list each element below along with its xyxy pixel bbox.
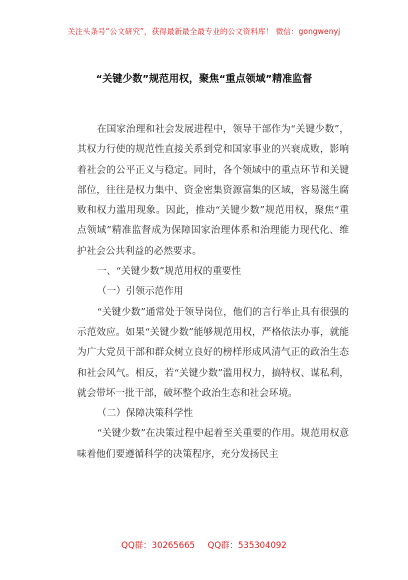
footer-qq-groups (0, 539, 408, 551)
subsection-1-paragraph: “关键少数”通常处于领导岗位，他们的言行举止具有很强的示范效应。如果“关键少数”能够规范用权，严格依法办事，就能为广大党员干部和群众树立良好的榜样形成风清气正的政治生态和社会风气。相反，若“关键少数”滥用权力，搞特权、谋私利，就会带坏一批干部，破坏整个政治生态和社会环境。 (77, 306, 349, 399)
subsection-heading-2: （二）保障决策科学性 (97, 408, 193, 420)
document-body (77, 120, 349, 465)
subsection-2-paragraph: “关键少数”在决策过程中起着至关重要的作用。规范用权意味着他们要遵循科学的决策程序，充分发扬民主 (77, 428, 349, 460)
section-heading-1: 一、“关键少数”规范用权的重要性 (97, 266, 242, 278)
subsection-heading-1: （一）引领示范作用 (97, 286, 184, 298)
promo-banner: 关注头条号“公文研究”，获得最新最全最专业的公文资料库！ 微信：gongwenyj (67, 27, 341, 36)
footer-qq-group-1: QQ群：30265665 (121, 541, 195, 551)
footer-qq-group-2: QQ群：535304092 (207, 541, 287, 551)
intro-paragraph: 在国家治理和社会发展进程中，领导干部作为“关键少数”，其权力行使的规范性直接关系到党和国家事业的兴衰成败，影响着社会的公平正义与稳定。同时，各个领域中的重点环节和关键部位，往往是权力集中、资金密集资源富集的区域，容易滋生腐败和权力滥用现象。因此，推动“关键少数”规范用权，聚焦“重点领域”精准监督成为保障国家治理体系和治理能力现代化、维护社会公共利益的必然要求。 (77, 124, 349, 257)
document-title: “关键少数”规范用权，聚焦“重点领域”精准监督 (95, 74, 313, 85)
